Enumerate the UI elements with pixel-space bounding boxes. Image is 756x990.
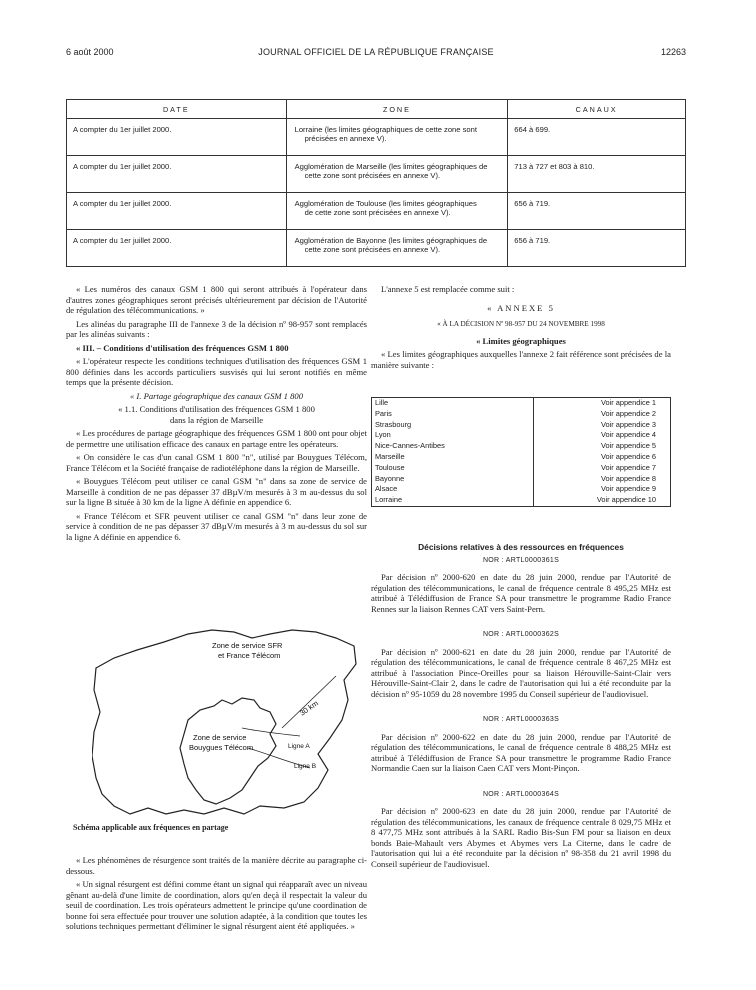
paragraph: « Les limites géographiques auxquelles l'annexe 2 fait référence sont précisées de la manière suivante :: [371, 349, 671, 370]
paragraph: « Un signal résurgent est défini comme étant un signal qui réapparaît avec un niveau gênant au-delà d'une limite de coordination, alors qu'en deçà il respectait la valeur du seuil de coordination. Les trois opérateurs admettent le principe qu'une coordination de bonne foi sera effectuée pour trouver une solution adaptée, à la condition que toutes les solutions techniques permettant d'éliminer le signal résurgent aient été appliquées. »: [66, 879, 367, 931]
paragraph: « Les procédures de partage géographique des fréquences GSM 1 800 ont pour objet de permettre une utilisation efficace des canaux en partage entre les opérateurs.: [66, 428, 367, 449]
cell-name: Strasbourg: [372, 420, 534, 431]
table-row: [67, 119, 686, 156]
cell-ref: Voir appendice 9: [600, 484, 656, 494]
table-row: [67, 193, 686, 230]
annex-heading: « Limites géographiques: [476, 335, 566, 346]
zone-line-2: précisées en annexe V).: [304, 134, 387, 144]
cell-name: Lille: [372, 398, 534, 409]
zone-line-2: cette zone sont précisées en annexe V).: [304, 171, 441, 181]
cell-name: Toulouse: [372, 463, 534, 474]
cell-zone: [286, 119, 508, 156]
right-column-top: [371, 284, 671, 373]
paragraph: Les alinéas du paragraphe III de l'annexe 3 de la décision nº 98-957 sont remplacés par les alinéas suivants :: [66, 318, 367, 339]
cell-ref: Voir appendice 10: [596, 495, 656, 505]
paragraph: « France Télécom et SFR peuvent utiliser ce canal GSM "n" dans leur zone de service à condition de ne pas dépasser 37 dBµV/m mesurés à 3 m au-dessus du sol sur la ligne A définie en appendice 6.: [66, 510, 367, 542]
cell-date: A compter du 1er juillet 2000.: [67, 193, 287, 230]
nor-reference: NOR : ARTL0000362S: [482, 631, 560, 638]
subheading: « 1.1. Conditions d'utilisation des fréquences GSM 1 800: [118, 404, 315, 414]
paragraph: « On considère le cas d'un canal GSM 1 800 "n", utilisé par Bouygues Télécom, France Télécom et la Société française de radiotéléphone dans la région de Marseille.: [66, 452, 367, 473]
zone-line-1: Lorraine (les limites géographiques de cette zone sont: [294, 125, 477, 134]
paragraph: « Les phénomènes de résurgence sont traités de la manière décrite au paragraphe ci-dessous.: [66, 855, 367, 876]
paragraph: « Les numéros des canaux GSM 1 800 qui seront attribués à l'opérateur dans d'autres zones géographiques seront précisés ultérieurement par décision de l'Autorité de régulation des télécommunications. »: [66, 284, 367, 315]
cell-name: Lyon: [372, 430, 534, 441]
cell-name: Bayonne: [372, 474, 534, 485]
paragraph: « Bouygues Télécom peut utiliser ce canal GSM "n" dans sa zone de service de Marseille à condition de ne pas dépasser 37 dBµV/m mesurés à 3 m au-dessus du sol sur la ligne B située à 30 km de la ligne A définie en appendice 6.: [66, 476, 367, 507]
annex-title: « ANNEXE 5: [487, 302, 555, 313]
table-row: [372, 463, 671, 474]
table-row: [372, 452, 671, 463]
col-header-date: DATE: [67, 100, 287, 119]
nor-reference: NOR : ARTL0000364S: [482, 790, 560, 798]
nor-reference: NOR : ARTL0000361S: [482, 556, 560, 564]
table-row: [372, 484, 671, 495]
paragraph: L'annexe 5 est remplacée comme suit :: [381, 284, 515, 294]
col-header-zone: ZONE: [286, 100, 508, 119]
journal-title: JOURNAL OFFICIEL DE LA RÉPUBLIQUE FRANÇAISE: [258, 47, 494, 57]
map-label-bouygues-1: Zone de service: [193, 733, 247, 742]
paragraph: Par décision nº 2000-622 en date du 28 juin 2000, rendue par l'Autorité de régulation des télécommunications, le canal de fréquence centrale 8 488,25 MHz est attribué à Télédiffusion de France SA pour transmettre le programme Radio France Normandie Caen sur la liaison Caen CAT vers Mont-Pinçon.: [371, 731, 671, 773]
paragraph: Par décision nº 2000-623 en date du 28 juin 2000, rendue par l'Autorité de régulation des télécommunications, les canaux de fréquence centrale 8 029,75 MHz et 8 477,75 MHz sont attribués à la SARL Radio Bis-Sun FM pour sa liaison en deux bonds Baie-Mahault vers Abymes et Abymes vers La Citerne, dans le cadre de l'autorisation qui lui a été reconduite par la décision nº 98-358 du 21 avril 1998 du Conseil supérieur de l'audiovisuel.: [371, 806, 671, 869]
cell-ref: Voir appendice 8: [600, 473, 656, 483]
cell-name: Alsace: [372, 484, 534, 495]
map-label-sfr-1: Zone de service SFR: [212, 641, 283, 650]
table-row: [372, 474, 671, 485]
cell-canaux: 656 à 719.: [508, 230, 686, 267]
map-label-distance: 30 km: [297, 698, 320, 718]
right-column-decisions: [371, 542, 671, 872]
zone-line-1: Agglomération de Toulouse (les limites géographiques: [294, 199, 477, 208]
page-number: 12263: [660, 47, 686, 57]
paragraph-heading: « III. – Conditions d'utilisation des fréquences GSM 1 800: [76, 342, 289, 353]
table-row: [372, 420, 671, 431]
cell-name: Paris: [372, 409, 534, 420]
cell-ref: Voir appendice 7: [600, 462, 656, 472]
cell-canaux: 656 à 719.: [508, 193, 686, 230]
map-label-ligne-a: Ligne A: [288, 743, 310, 750]
cell-ref: Voir appendice 4: [600, 430, 656, 440]
subheading: dans la région de Marseille: [169, 414, 264, 425]
running-header: [66, 47, 686, 61]
left-column: [66, 284, 367, 545]
subheading: « I. Partage géographique des canaux GSM 1 800: [129, 390, 304, 401]
cell-name: Nice-Cannes-Antibes: [372, 441, 534, 452]
zone-line-2: cette zone sont précisées en annexe V).: [304, 245, 441, 255]
cell-zone: [286, 193, 508, 230]
paragraph: Par décision nº 2000-621 en date du 28 juin 2000, rendue par l'Autorité de régulation des télécommunications, le canal de fréquence centrale 8 467,25 MHz est attribué à l'association Pince-Oreilles pour sa liaison Hérouville-Saint-Clair vers Hérouville-Saint-Clair 2, dans le cadre de l'autorisation qui lui a été reconduite par la décision nº 95-1059 du 28 novembre 1995 du Conseil supérieur de l'audiovisuel.: [371, 646, 671, 699]
cell-name: Marseille: [372, 452, 534, 463]
cell-canaux: 713 à 727 et 803 à 810.: [508, 156, 686, 193]
table-row: [67, 156, 686, 193]
cell-zone: [286, 156, 508, 193]
cell-date: A compter du 1er juillet 2000.: [67, 156, 287, 193]
table-row: [67, 230, 686, 267]
map-caption: Schéma applicable aux fréquences en partage: [73, 823, 229, 832]
cell-ref: Voir appendice 2: [600, 408, 656, 418]
cell-date: A compter du 1er juillet 2000.: [67, 119, 287, 156]
paragraph: Par décision nº 2000-620 en date du 28 juin 2000, rendue par l'Autorité de régulation des télécommunications, le canal de fréquence centrale 8 495,25 MHz est attribué à Télédiffusion de France SA pour transmettre le programme Radio France Rennes sur la liaison Rennes CAT vers Saint-Pern.: [371, 572, 671, 614]
coverage-map-diagram: [92, 628, 360, 816]
table-row: [372, 409, 671, 420]
header-date: 6 août 2000: [66, 47, 114, 57]
cell-ref: Voir appendice 5: [600, 441, 656, 451]
zone-line-1: Agglomération de Marseille (les limites géographiques de: [294, 162, 488, 171]
channels-table: [66, 99, 686, 267]
table-header-row: [67, 100, 686, 119]
cell-canaux: 664 à 699.: [508, 119, 686, 156]
annex-subtitle: « À LA DÉCISION Nº 98-957 DU 24 NOVEMBRE 1998: [437, 320, 605, 328]
left-column-bottom: [66, 855, 367, 935]
table-row: [372, 495, 671, 506]
map-label-ligne-b: Ligne B: [294, 763, 317, 770]
paragraph: « L'opérateur respecte les conditions techniques d'utilisation des fréquences GSM 1 800 définies dans les accords particuliers susvisés qui lui seront notifiés en même temps que la présente décision.: [66, 356, 367, 387]
cell-ref: Voir appendice 1: [600, 398, 656, 407]
cell-ref: Voir appendice 3: [600, 419, 656, 429]
section-heading: Décisions relatives à des ressources en fréquences: [418, 542, 624, 552]
map-label-sfr-2: et France Télécom: [218, 651, 281, 660]
map-label-bouygues-2: Bouygues Télécom: [189, 743, 254, 752]
table-row: [372, 398, 671, 409]
appendix-table: [371, 397, 671, 507]
col-header-canaux: CANAUX: [508, 100, 686, 119]
zone-line-1: Agglomération de Bayonne (les limites géographiques de: [294, 236, 488, 245]
cell-zone: [286, 230, 508, 267]
table-row: [372, 430, 671, 441]
nor-reference: NOR : ARTL0000363S: [482, 716, 560, 723]
cell-name: Lorraine: [372, 495, 534, 506]
zone-line-2: de cette zone sont précisées en annexe V).: [304, 208, 451, 218]
cell-date: A compter du 1er juillet 2000.: [67, 230, 287, 267]
table-row: [372, 441, 671, 452]
cell-ref: Voir appendice 6: [600, 451, 656, 461]
